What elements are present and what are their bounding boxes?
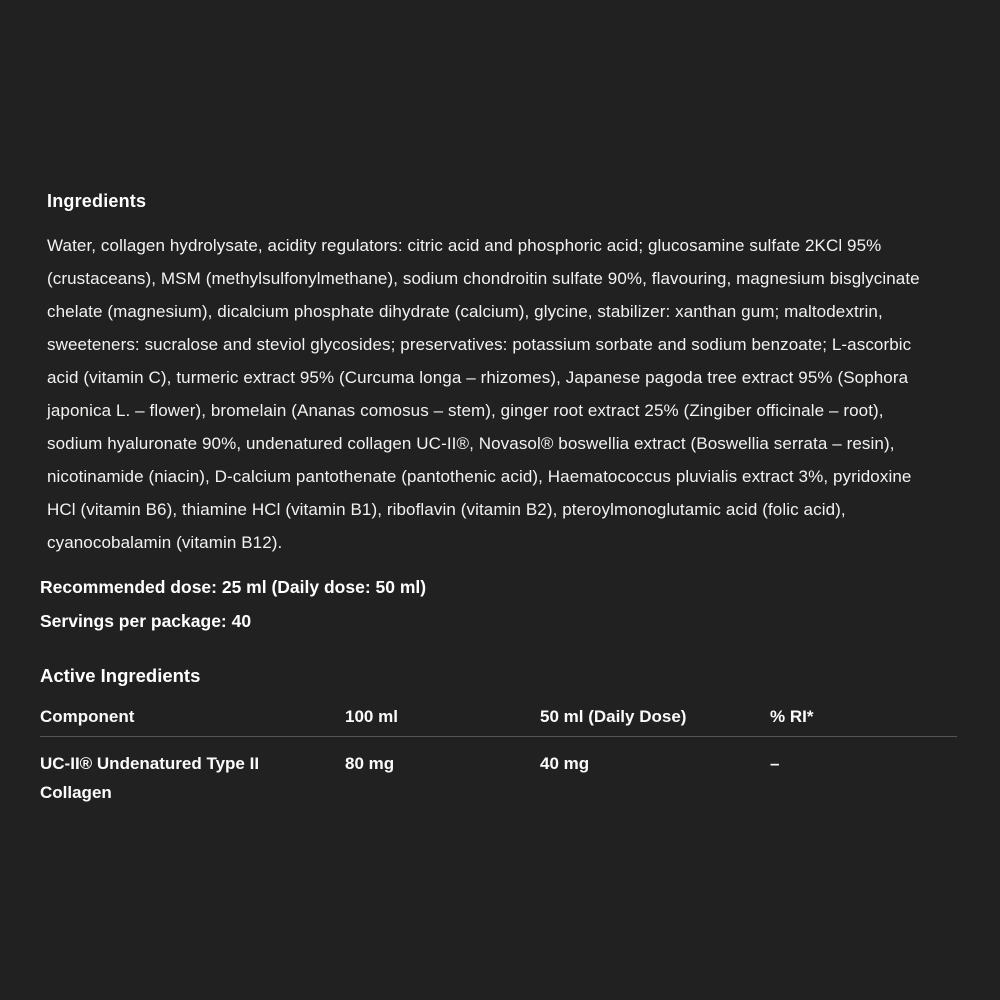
cell-100ml: 80 mg [345, 754, 395, 773]
ingredients-paragraph: Water, collagen hydrolysate, acidity regulators: citric acid and phosphoric acid; glucosamine sulfate 2KCl 95% (crustaceans), MSM (methylsulfonylmethane), sodium chondroitin sulfate 90%, flavouring, magnesium bisglycinate chelate (magnesium), dicalcium phosphate dihydrate (calcium), glycine, stabilizer: xanthan gum; maltodextrin, sweeteners: sucralose and steviol glycosides; preservatives: potassium sorbate and sodium benzoate; L-ascorbic acid (vitamin C), turmeric extract 95% (Curcuma longa – rhizomes), Japanese pagoda tree extract 95% (Sophora japonica L. – flower), bromelain (Ananas comosus – stem), ginger root extract 25% (Zingiber officinale – root), sodium hyaluronate 90%, undenatured collagen UC-II®, Novasol® boswellia extract (Boswellia serrata – resin), nicotinamide (niacin), D-calcium pantothenate (pantothenic acid), Haematococcus pluvialis extract 3%, pyridoxine HCl (vitamin B6), thiamine HCl (vitamin B1), riboflavin (vitamin B2), pteroylmonoglutamic acid (folic acid), cyanocobalamin (vitamin B12). [47, 236, 920, 552]
ingredients-section [0, 191, 1000, 559]
column-header-ri-percent: % RI* [770, 707, 814, 726]
table-row [40, 737, 957, 807]
active-ingredients-table [40, 707, 957, 807]
cell-component [40, 749, 345, 807]
cell-50ml-daily-dose: 40 mg [540, 754, 590, 773]
active-ingredients-heading: Active Ingredients [40, 665, 201, 686]
cell-ri-percent: – [770, 754, 780, 773]
dosage-section [0, 571, 1000, 638]
recommended-dose-line: Recommended dose: 25 ml (Daily dose: 50 ml) [40, 577, 427, 597]
servings-per-package-line: Servings per package: 40 [40, 610, 252, 631]
ingredients-heading: Ingredients [47, 191, 147, 211]
column-header-50ml-daily-dose: 50 ml (Daily Dose) [540, 707, 687, 726]
component-name: UC-II® Undenatured Type II Collagen [40, 754, 260, 802]
column-header-component: Component [40, 707, 135, 726]
table-header-row [40, 707, 957, 737]
column-header-100ml: 100 ml [345, 707, 398, 726]
